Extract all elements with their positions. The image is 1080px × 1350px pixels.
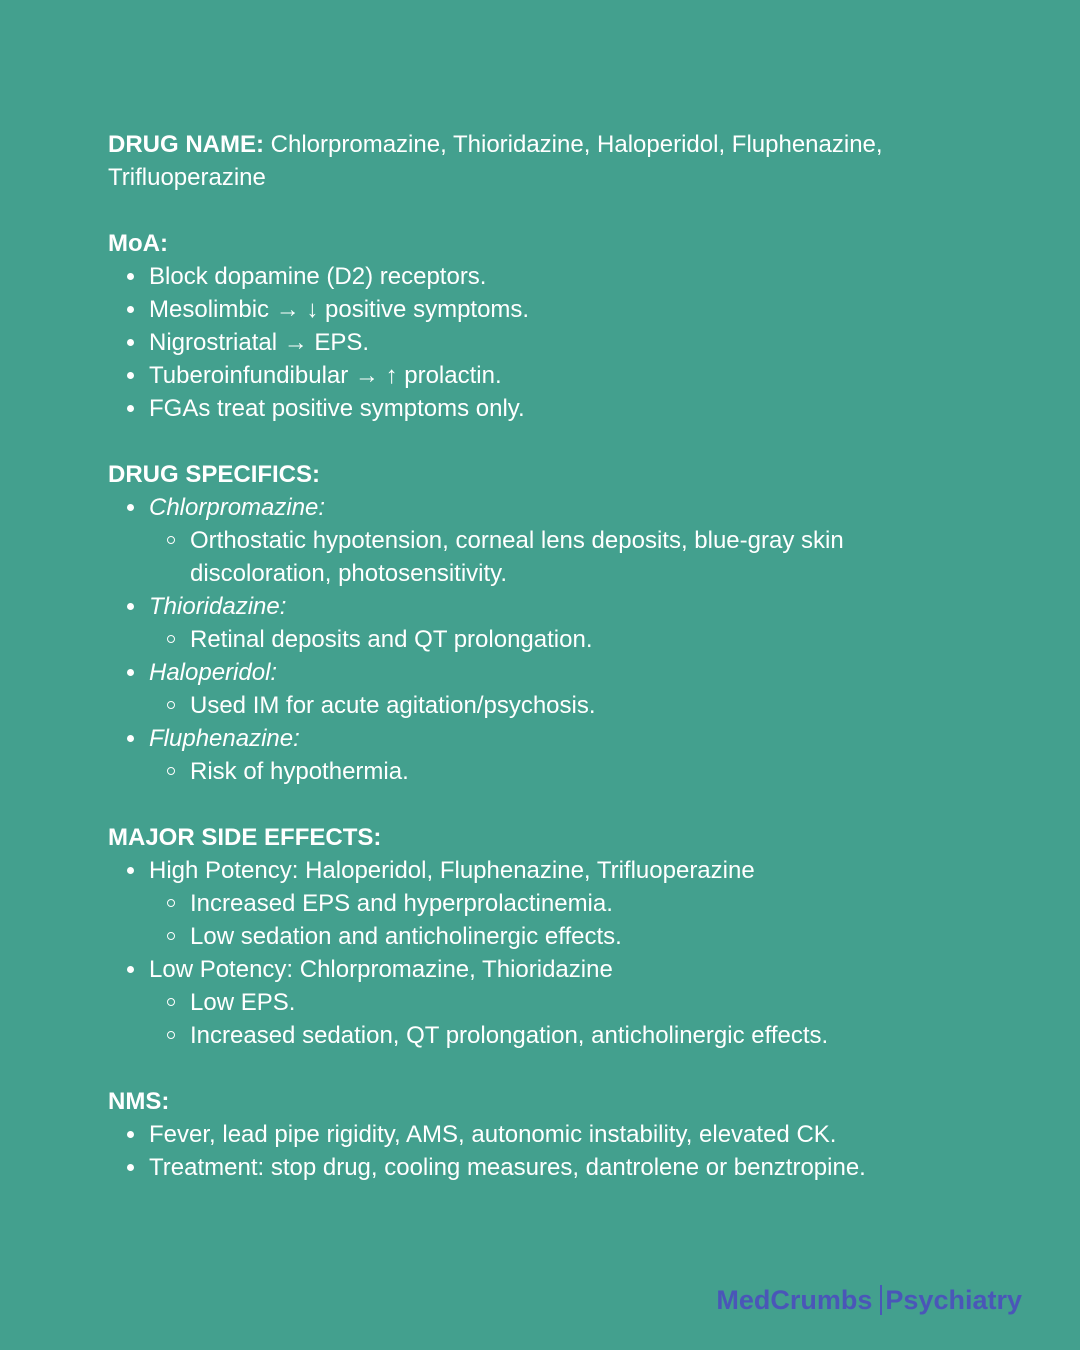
moa-heading: MoA: <box>108 230 168 257</box>
nms-section <box>108 1085 928 1184</box>
side-effects-section <box>108 821 928 1052</box>
moa-section <box>108 227 928 425</box>
nms-heading: NMS: <box>108 1088 170 1115</box>
drug-name-label: DRUG NAME: <box>108 131 264 158</box>
drug-item-name: Fluphenazine: <box>149 725 300 752</box>
list-item: Block dopamine (D2) receptors. <box>108 260 928 293</box>
drug-item-name: Haloperidol: <box>149 659 278 686</box>
potency-detail: Increased sedation, QT prolongation, anticholinergic effects. <box>149 1019 928 1052</box>
drug-item-detail: Risk of hypothermia. <box>149 755 928 788</box>
potency-detail: Low EPS. <box>149 986 928 1019</box>
drug-item-detail: Orthostatic hypotension, corneal lens deposits, blue-gray skin discoloration, photosensitivity. <box>149 524 928 590</box>
potency-group-title: High Potency: Haloperidol, Fluphenazine, Trifluoperazine <box>149 857 755 884</box>
potency-group-title: Low Potency: Chlorpromazine, Thioridazine <box>149 956 613 983</box>
brand-separator <box>880 1285 882 1315</box>
side-effects-list <box>108 854 928 1052</box>
potency-group <box>108 854 928 953</box>
drug-name-value: Chlorpromazine, Thioridazine, Haloperidol, Fluphenazine, Trifluoperazine <box>108 131 883 191</box>
drug-item <box>108 491 928 590</box>
brand-logo <box>716 1282 1022 1318</box>
drug-specifics-section <box>108 458 928 788</box>
list-item: Fever, lead pipe rigidity, AMS, autonomic instability, elevated CK. <box>108 1118 928 1151</box>
brand-name: MedCrumbs <box>716 1285 873 1315</box>
list-item: Treatment: stop drug, cooling measures, dantrolene or benztropine. <box>108 1151 928 1184</box>
list-item: Tuberoinfundibular → ↑ prolactin. <box>108 359 928 392</box>
drug-specifics-heading: DRUG SPECIFICS: <box>108 461 321 488</box>
note-content <box>108 128 928 1217</box>
drug-item-name: Chlorpromazine: <box>149 494 326 521</box>
side-effects-heading: MAJOR SIDE EFFECTS: <box>108 824 382 851</box>
brand-section: Psychiatry <box>885 1285 1022 1315</box>
drug-item-detail: Used IM for acute agitation/psychosis. <box>149 689 928 722</box>
list-item: Nigrostriatal → EPS. <box>108 326 928 359</box>
list-item: Mesolimbic → ↓ positive symptoms. <box>108 293 928 326</box>
nms-list <box>108 1118 928 1184</box>
list-item: FGAs treat positive symptoms only. <box>108 392 928 425</box>
drug-item-name: Thioridazine: <box>149 593 287 620</box>
potency-group <box>108 953 928 1052</box>
potency-detail: Low sedation and anticholinergic effects. <box>149 920 928 953</box>
drug-specifics-list <box>108 491 928 788</box>
drug-item-detail: Retinal deposits and QT prolongation. <box>149 623 928 656</box>
potency-detail: Increased EPS and hyperprolactinemia. <box>149 887 928 920</box>
moa-list <box>108 260 928 425</box>
drug-item <box>108 722 928 788</box>
drug-item <box>108 590 928 656</box>
drug-item <box>108 656 928 722</box>
drug-name-line <box>108 128 928 194</box>
drug-name-section <box>108 128 928 194</box>
